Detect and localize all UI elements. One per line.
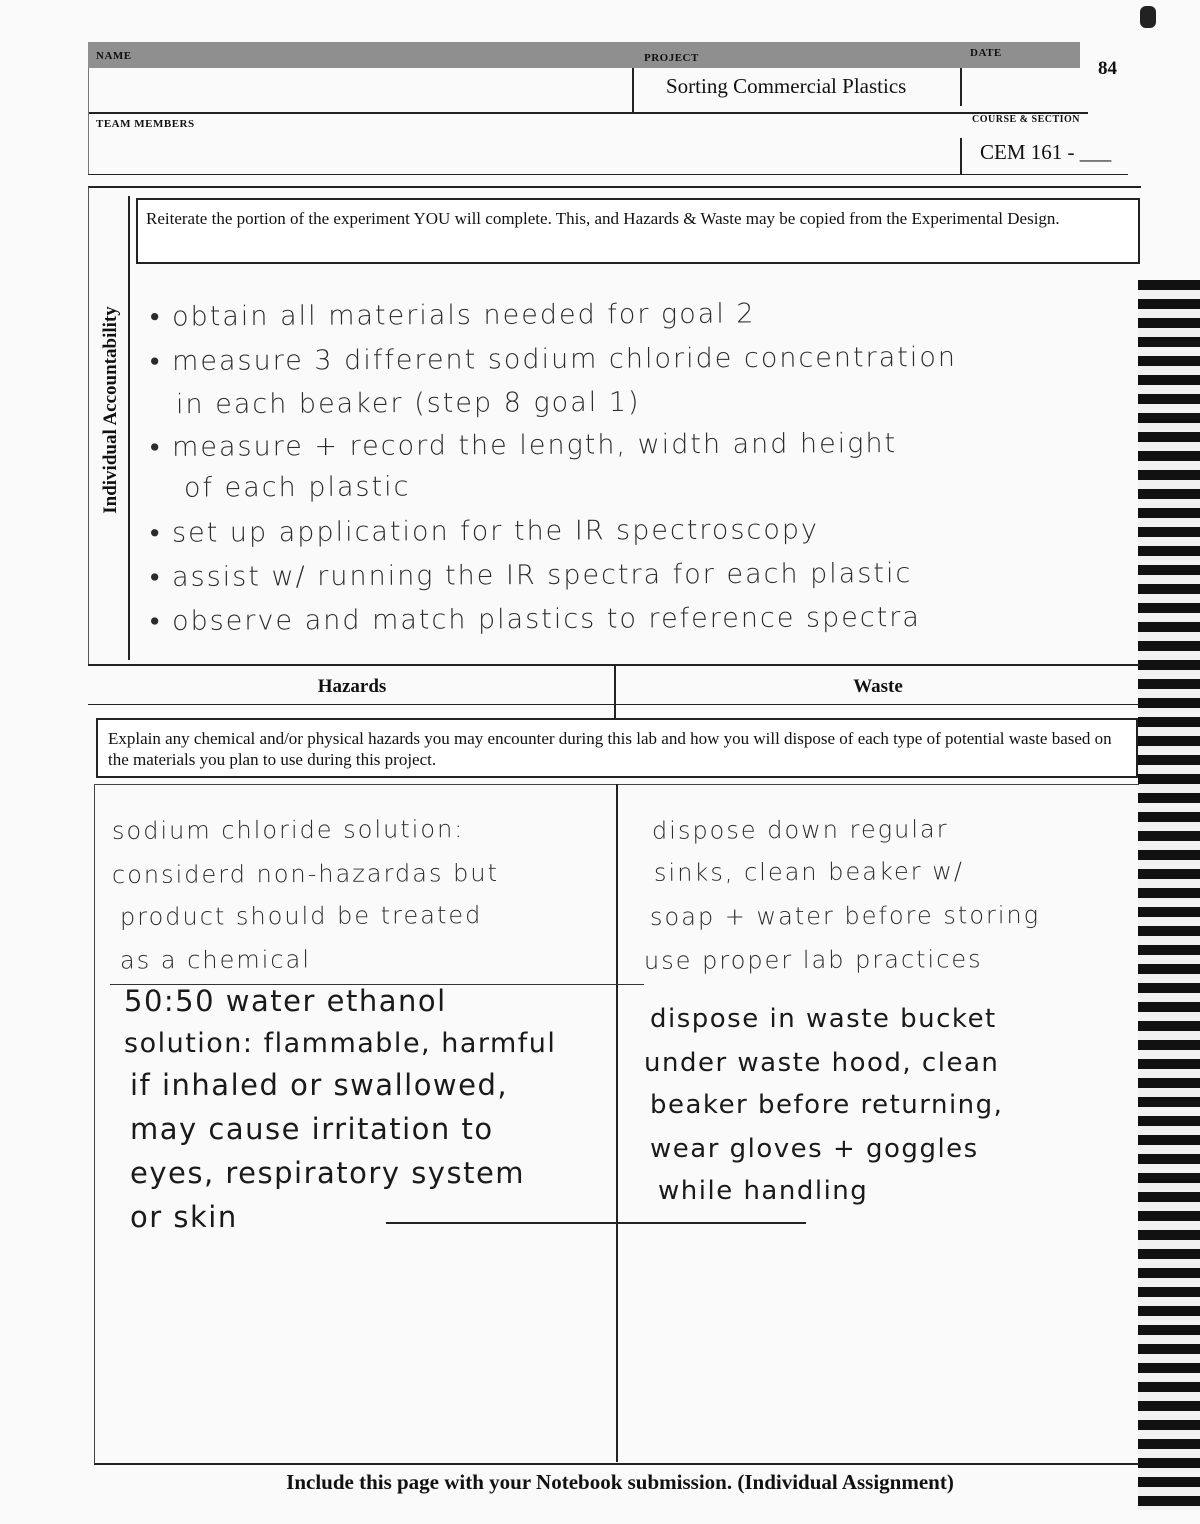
waste-line: while handling xyxy=(658,1176,869,1206)
project-label: PROJECT xyxy=(644,52,699,64)
side-divider xyxy=(128,196,130,660)
accountability-item: • observe and match plastics to reference spectra xyxy=(149,601,921,638)
hazard-line: as a chemical xyxy=(119,945,312,975)
waste-line: sinks, clean beaker w/ xyxy=(653,857,965,887)
corner-mark xyxy=(1140,6,1156,28)
hazard-line: 50:50 water ethanol xyxy=(124,984,447,1018)
hazard-line: solution: flammable, harmful xyxy=(124,1028,557,1059)
course-label: COURSE & SECTION xyxy=(972,114,1081,125)
waste-line: use proper lab practices xyxy=(643,945,983,975)
waste-heading: Waste xyxy=(853,676,903,697)
project-value: Sorting Commercial Plastics xyxy=(666,74,907,98)
accountability-item: • measure + record the length, width and height xyxy=(149,428,898,463)
columns-rule-mid xyxy=(88,704,1140,705)
course-value: CEM 161 - ___ xyxy=(980,140,1112,164)
project-divider xyxy=(632,68,634,114)
date-divider xyxy=(960,68,962,106)
accountability-item: • set up application for the IR spectroscopy xyxy=(149,514,820,549)
hazard-line: considerd non-hazardas but xyxy=(111,858,500,890)
name-label: NAME xyxy=(96,50,132,62)
header-band xyxy=(88,42,1080,68)
course-divider xyxy=(960,138,962,174)
hazard-line: may cause irritation to xyxy=(130,1112,494,1146)
accountability-side-label: Individual Accountability xyxy=(100,306,121,514)
header-rule-1 xyxy=(88,112,1088,114)
waste-line: beaker before returning, xyxy=(650,1090,1004,1120)
column-divider xyxy=(616,784,618,1462)
waste-line: dispose in waste bucket xyxy=(650,1004,997,1034)
team-members-label: TEAM MEMBERS xyxy=(96,118,195,130)
accountability-item: • measure 3 different sodium chloride concentration xyxy=(149,341,958,378)
end-stroke xyxy=(386,1222,806,1224)
hazard-line: product should be treated xyxy=(119,901,483,931)
hazard-line: or skin xyxy=(130,1200,238,1234)
header-rule-2 xyxy=(88,174,1128,175)
footer-note: Include this page with your Notebook submission. (Individual Assignment) xyxy=(286,1470,954,1494)
hazards-heading: Hazards xyxy=(317,676,387,697)
page-number: 84 xyxy=(1098,58,1117,79)
accountability-item: • assist w/ running the IR spectra for each plastic xyxy=(149,558,913,593)
waste-line: dispose down regular xyxy=(651,815,949,845)
date-label: DATE xyxy=(970,47,1002,59)
header-left-edge xyxy=(88,68,89,174)
accountability-item: in each beaker (step 8 goal 1) xyxy=(175,386,641,421)
accountability-item: of each plastic xyxy=(183,471,411,504)
accountability-instruction: Reiterate the portion of the experiment YOU will complete. This, and Hazards & Waste may be copied from the Experimental Design. xyxy=(136,198,1140,264)
hazard-line: sodium chloride solution: xyxy=(111,815,465,845)
waste-line: soap + water before storing xyxy=(649,900,1041,932)
spiral-binding xyxy=(1138,280,1200,1510)
waste-line: under waste hood, clean xyxy=(644,1048,1000,1078)
hazards-waste-instruction: Explain any chemical and/or physical hazards you may encounter during this lab and how you will dispose of each type of potential waste based on the materials you plan to use during this project. xyxy=(96,718,1138,778)
hazard-line: if inhaled or swallowed, xyxy=(130,1068,509,1102)
hazard-line: eyes, respiratory system xyxy=(130,1156,526,1190)
waste-line: wear gloves + goggles xyxy=(650,1134,979,1164)
accountability-item: • obtain all materials needed for goal 2 xyxy=(149,298,756,333)
